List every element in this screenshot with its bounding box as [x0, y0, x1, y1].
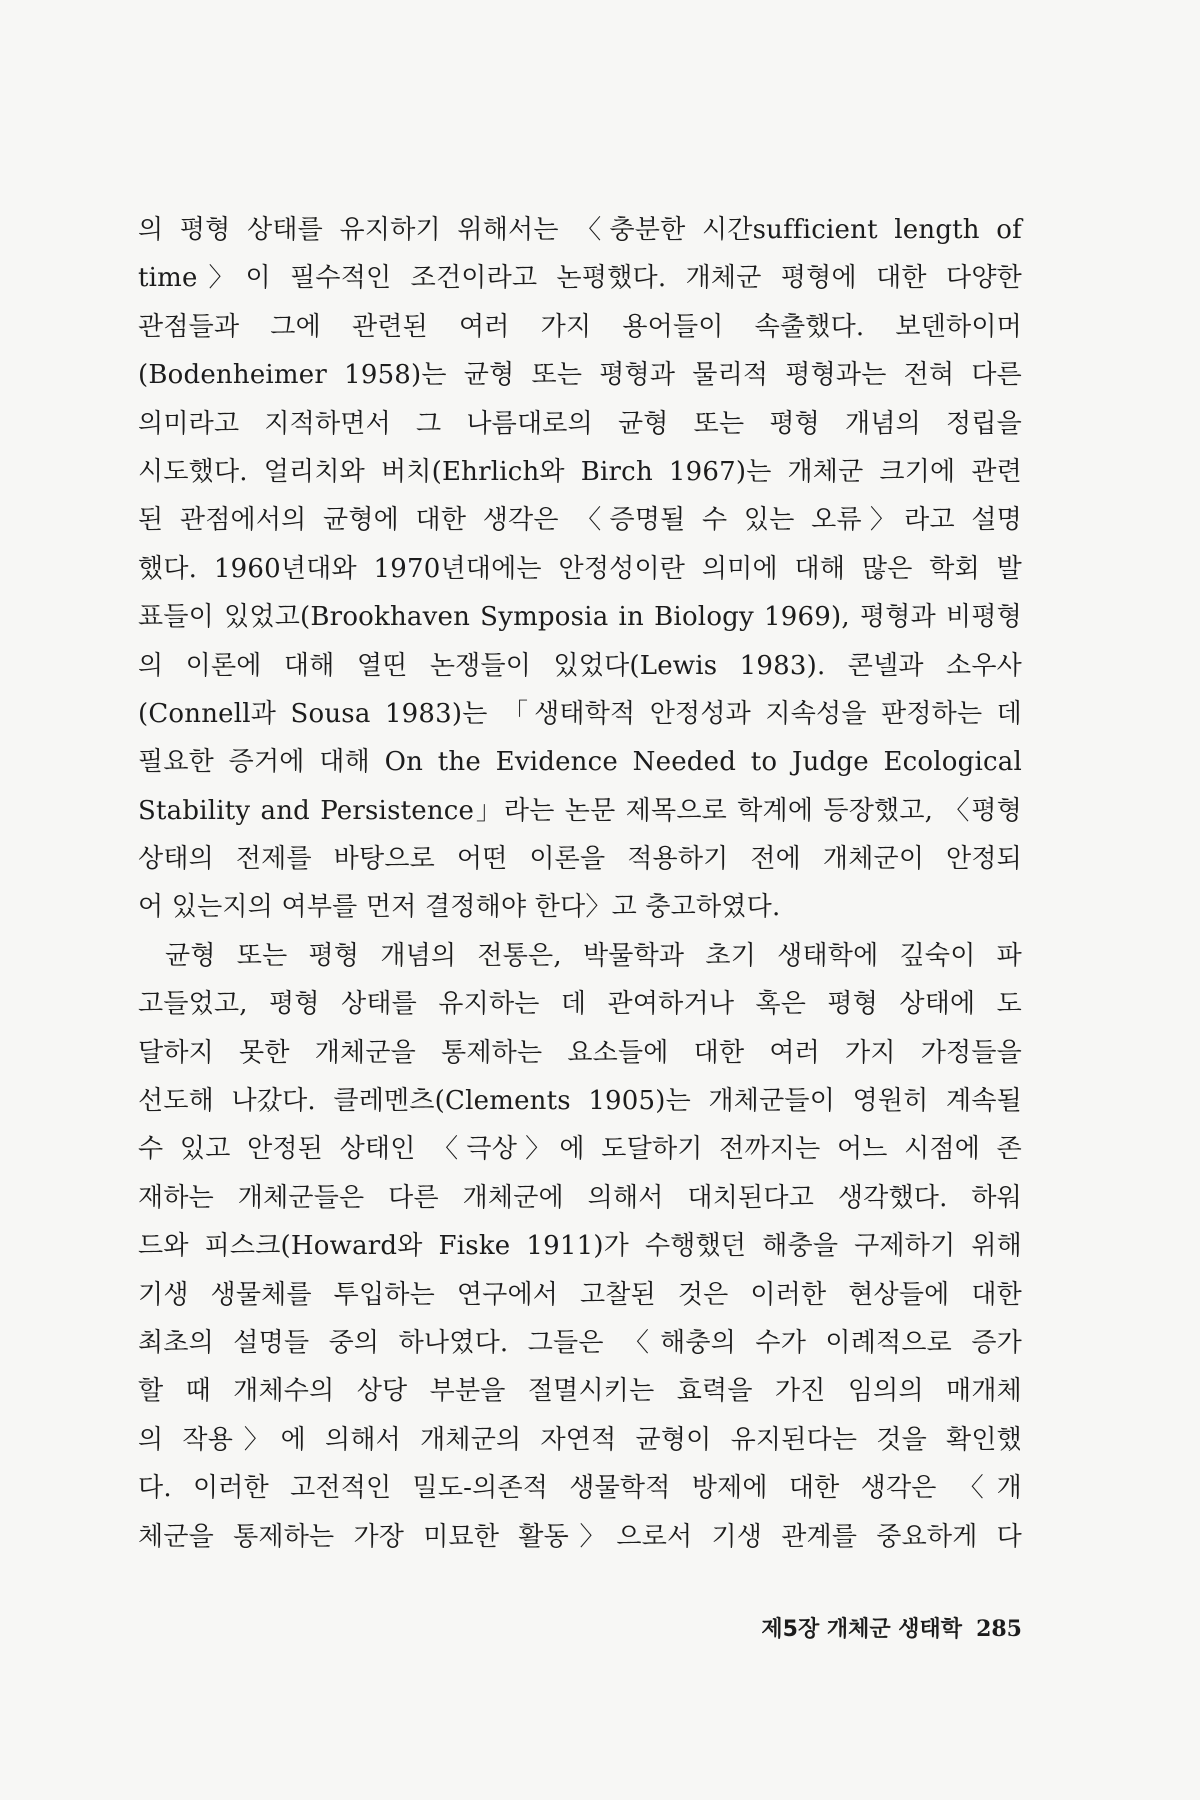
text-line: 다. 이러한 고전적인 밀도-의존적 생물학적 방제에 대한 생각은 〈개: [138, 1473, 1022, 1504]
text-line: 할 때 개체수의 상당 부분을 절멸시키는 효력을 가진 임의의 매개체: [138, 1376, 1022, 1407]
text-line: 의 작용〉에 의해서 개체군의 자연적 균형이 유지된다는 것을 확인했: [138, 1424, 1022, 1455]
page-number: 285: [976, 1616, 1022, 1642]
text-line: 의 평형 상태를 유지하기 위해서는 〈충분한 시간sufficient length of: [138, 215, 1022, 245]
text-line: 된 관점에서의 균형에 대한 생각은 〈증명될 수 있는 오류〉라고 설명: [138, 505, 1022, 536]
text-line: 드와 피스크(Howard와 Fiske 1911)가 수행했던 해충을 구제하기 위해: [138, 1231, 1022, 1262]
chapter-running-head: 제5장 개체군 생태학: [761, 1617, 963, 1642]
text-line: 달하지 못한 개체군을 통제하는 요소들에 대한 여러 가지 가정들을: [138, 1037, 1022, 1068]
text-line: 수 있고 안정된 상태인 〈극상〉에 도달하기 전까지는 어느 시점에 존: [138, 1134, 1022, 1165]
page-body: [138, 206, 1022, 1561]
text-line: 재하는 개체군들은 다른 개체군에 의해서 대치된다고 생각했다. 하워: [138, 1182, 1022, 1213]
text-line: 관점들과 그에 관련된 여러 가지 용어들이 속출했다. 보덴하이머: [138, 311, 1022, 342]
text-line: Stability and Persistence」라는 논문 제목으로 학계에 등장했고, 〈평형: [138, 795, 1022, 826]
text-line: 필요한 증거에 대해 On the Evidence Needed to Judge Ecological: [138, 747, 1022, 778]
text-line: 의 이론에 대해 열띤 논쟁들이 있었다(Lewis 1983). 콘넬과 소우사: [138, 650, 1022, 681]
paragraph-1: [138, 206, 1022, 932]
text-line: 선도해 나갔다. 클레멘츠(Clements 1905)는 개체군들이 영원히 계속될: [138, 1086, 1022, 1117]
text-line: 고들었고, 평형 상태를 유지하는 데 관여하거나 혹은 평형 상태에 도: [138, 989, 1022, 1020]
text-line: (Connell과 Sousa 1983)는 「생태학적 안정성과 지속성을 판정하는 데: [138, 698, 1022, 729]
text-line: 상태의 전제를 바탕으로 어떤 이론을 적용하기 전에 개체군이 안정되: [138, 844, 1022, 875]
paragraph-2: [138, 932, 1022, 1561]
text-line: 기생 생물체를 투입하는 연구에서 고찰된 것은 이러한 현상들에 대한: [138, 1279, 1022, 1310]
text-line: 체군을 통제하는 가장 미묘한 활동〉으로서 기생 관계를 중요하게 다: [138, 1521, 1022, 1552]
text-line: 어 있는지의 여부를 먼저 결정해야 한다〉고 충고하였다.: [138, 892, 781, 923]
text-line: 표들이 있었고(Brookhaven Symposia in Biology 1969), 평형과 비평형: [138, 602, 1022, 633]
text-line: (Bodenheimer 1958)는 균형 또는 평형과 물리적 평형과는 전혀 다른: [138, 360, 1022, 391]
page-footer: [761, 1612, 1022, 1643]
text-line: 최초의 설명들 중의 하나였다. 그들은 〈해충의 수가 이례적으로 증가: [138, 1327, 1022, 1358]
text-line: 시도했다. 얼리치와 버치(Ehrlich와 Birch 1967)는 개체군 크기에 관련: [138, 456, 1022, 487]
text-line: 했다. 1960년대와 1970년대에는 안정성이란 의미에 대해 많은 학회 발: [138, 553, 1022, 584]
text-line: time〉이 필수적인 조건이라고 논평했다. 개체군 평형에 대한 다양한: [138, 263, 1022, 294]
text-line: 균형 또는 평형 개념의 전통은, 박물학과 초기 생태학에 깊숙이 파: [165, 940, 1022, 971]
text-line: 의미라고 지적하면서 그 나름대로의 균형 또는 평형 개념의 정립을: [138, 408, 1022, 439]
